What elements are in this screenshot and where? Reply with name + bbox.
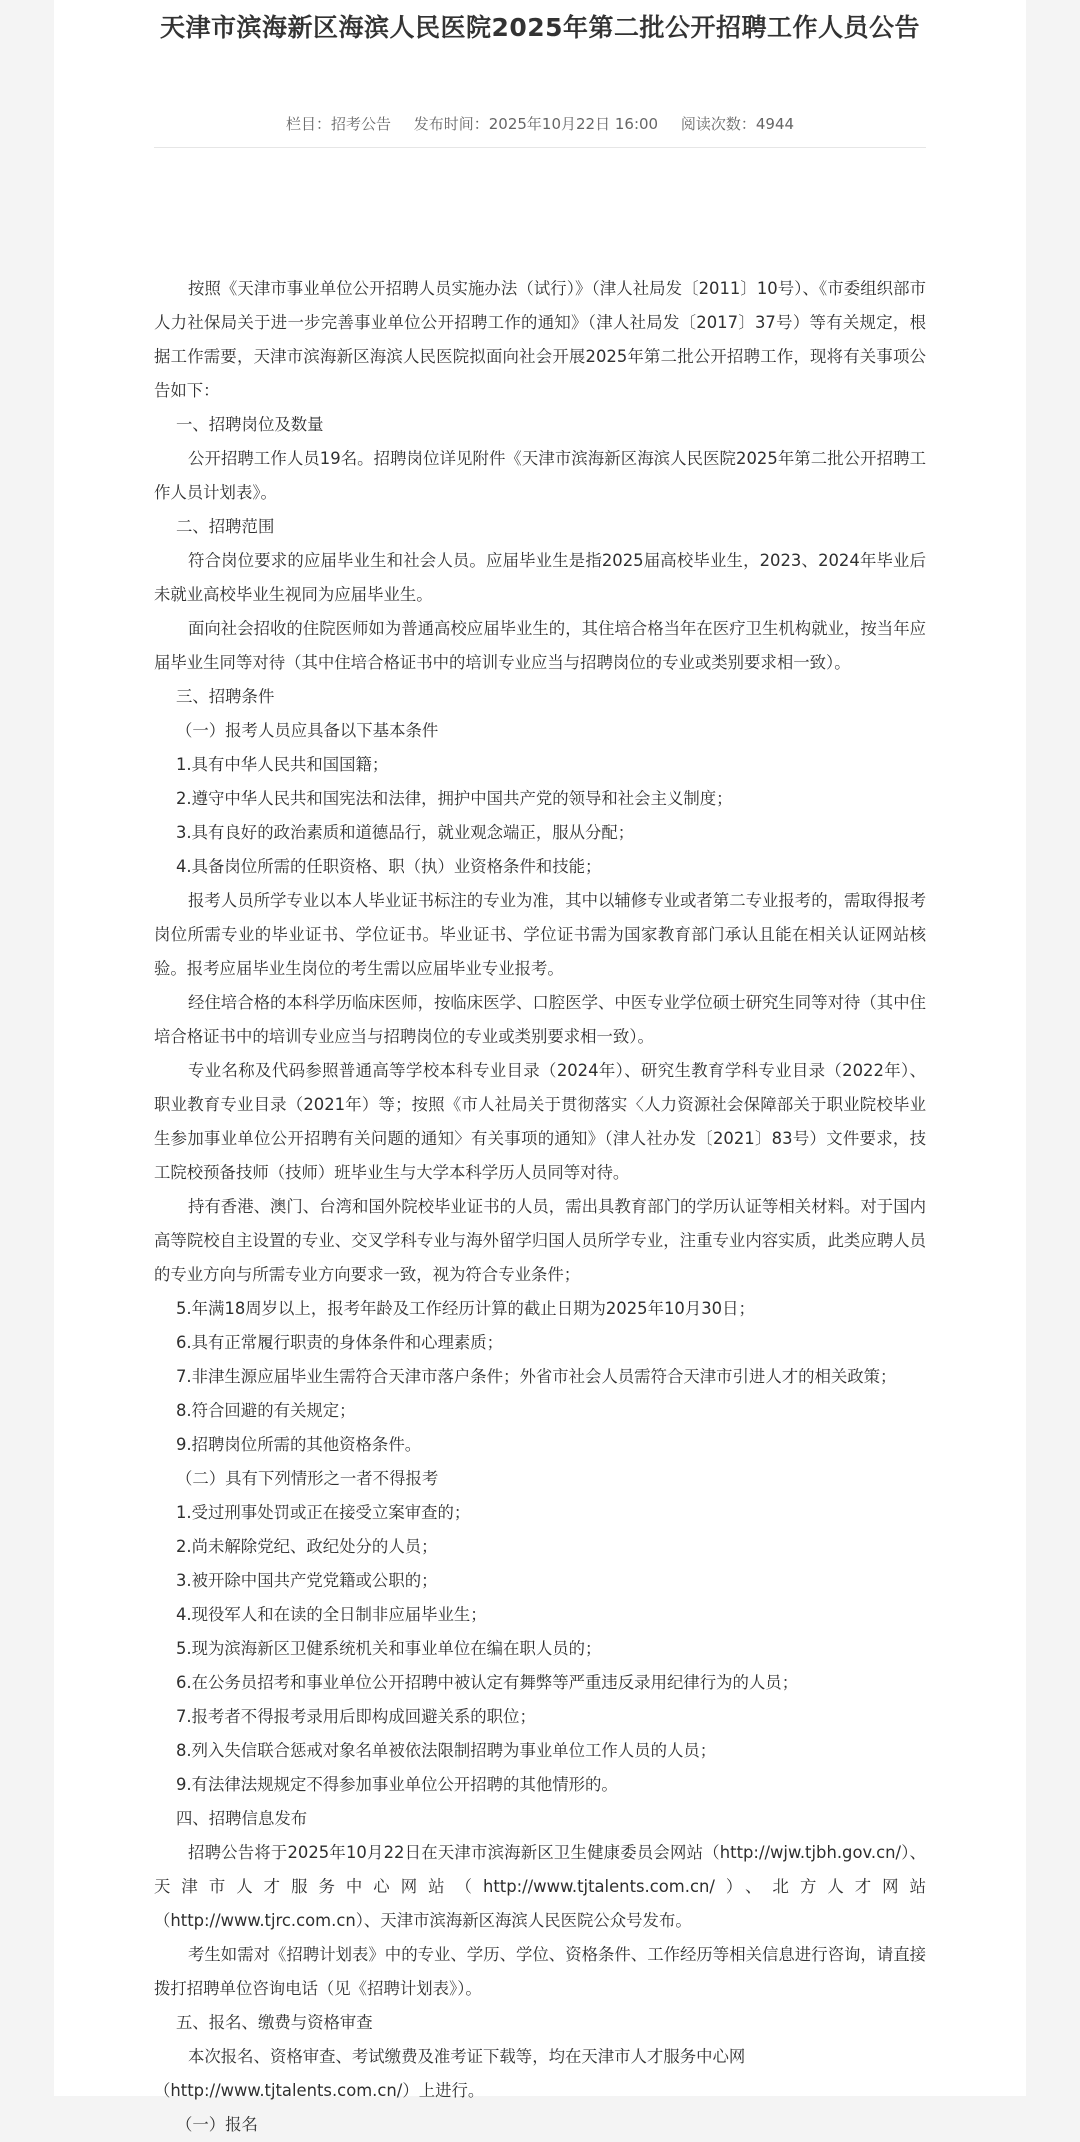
- article-body: [154, 272, 926, 2142]
- section-line: 二、招聘范围: [176, 517, 275, 536]
- section-line: 一、招聘岗位及数量: [176, 415, 324, 434]
- body-paragraph: 本次报名、资格审查、考试缴费及准考证下载等，均在天津市人才服务中心网: [188, 2047, 746, 2066]
- section-line: （一）报考人员应具备以下基本条件: [176, 721, 439, 740]
- section-line: 3.具有良好的政治素质和道德品行，就业观念端正，服从分配；: [176, 823, 635, 842]
- section-line: （二）具有下列情形之一者不得报考: [176, 1469, 439, 1488]
- body-paragraph: 考生如需对《招聘计划表》中的专业、学历、学位、资格条件、工作经历等相关信息进行咨询，请直接拨打招聘单位咨询电话（见《招聘计划表》）。: [154, 1945, 926, 1998]
- body-paragraph: 公开招聘工作人员19名。招聘岗位详见附件《天津市滨海新区海滨人民医院2025年第二批公开招聘工作人员计划表》。: [154, 449, 926, 502]
- body-paragraph: 经住培合格的本科学历临床医师，按临床医学、口腔医学、中医专业学位硕士研究生同等对待（其中住培合格证书中的培训专业应当与招聘岗位的专业或类别要求相一致）。: [154, 993, 926, 1046]
- meta-views: 阅读次数：4944: [680, 115, 795, 133]
- body-paragraph: （http://www.tjtalents.com.cn/）上进行。: [154, 2081, 485, 2100]
- section-line: 6.具有正常履行职责的身体条件和心理素质；: [176, 1333, 504, 1352]
- section-line: 7.非津生源应届毕业生需符合天津市落户条件；外省市社会人员需符合天津市引进人才的相关政策；: [176, 1367, 897, 1386]
- article-meta: [154, 113, 926, 135]
- section-line: 9.有法律法规规定不得参加事业单位公开招聘的其他情形的。: [176, 1775, 618, 1794]
- section-line: 五、报名、缴费与资格审查: [176, 2013, 373, 2032]
- section-line: 2.遵守中华人民共和国宪法和法律，拥护中国共产党的领导和社会主义制度；: [176, 789, 733, 808]
- article-title: 天津市滨海新区海滨人民医院2025年第二批公开招聘工作人员公告: [159, 13, 921, 42]
- meta-published: 发布时间：2025年10月22日 16:00: [413, 115, 659, 133]
- section-line: 四、招聘信息发布: [176, 1809, 308, 1828]
- section-line: 3.被开除中国共产党党籍或公职的；: [176, 1571, 438, 1590]
- section-line: 5.年满18周岁以上，报考年龄及工作经历计算的截止日期为2025年10月30日；: [176, 1299, 755, 1318]
- section-line: 9.招聘岗位所需的其他资格条件。: [176, 1435, 422, 1454]
- body-paragraph: 专业名称及代码参照普通高等学校本科专业目录（2024年）、研究生教育学科专业目录（2022年）、职业教育专业目录（2021年）等；按照《市人社局关于贯彻落实〈人力资源社会保障部关于职业院校毕业生参加事业单位公开招聘有关问题的通知〉有关事项的通知》（津人社办发〔2021〕83号）文件要求，技工院校预备技师（技师）班毕业生与大学本科学历人员同等对待。: [154, 1061, 926, 1182]
- body-paragraph: 持有香港、澳门、台湾和国外院校毕业证书的人员，需出具教育部门的学历认证等相关材料。对于国内高等院校自主设置的专业、交叉学科专业与海外留学归国人员所学专业，注重专业内容实质，此类应聘人员的专业方向与所需专业方向要求一致，视为符合专业条件；: [154, 1197, 926, 1284]
- body-paragraph: 按照《天津市事业单位公开招聘人员实施办法（试行）》（津人社局发〔2011〕10号）、《市委组织部市人力社保局关于进一步完善事业单位公开招聘工作的通知》（津人社局发〔2017〕37号）等有关规定，根据工作需要，天津市滨海新区海滨人民医院拟面向社会开展2025年第二批公开招聘工作，现将有关事项公告如下：: [154, 279, 926, 400]
- section-line: 4.现役军人和在读的全日制非应届毕业生；: [176, 1605, 487, 1624]
- meta-column: 栏目：招考公告: [285, 115, 391, 133]
- section-line: 5.现为滨海新区卫健系统机关和事业单位在编在职人员的；: [176, 1639, 602, 1658]
- body-paragraph: 招聘公告将于2025年10月22日在天津市滨海新区卫生健康委员会网站（http://wjw.tjbh.gov.cn/）、天津市人才服务中心网站（http://www.tjtalents.com.cn/）、北方人才网站（http://www.tjrc.com.cn）、天津市滨海新区海滨人民医院公众号发布。: [154, 1843, 926, 1930]
- section-line: 2.尚未解除党纪、政纪处分的人员；: [176, 1537, 438, 1556]
- body-paragraph: 面向社会招收的住院医师如为普通高校应届毕业生的，其住培合格当年在医疗卫生机构就业，按当年应届毕业生同等对待（其中住培合格证书中的培训专业应当与招聘岗位的专业或类别要求相一致）。: [154, 619, 926, 672]
- section-line: 1.受过刑事处罚或正在接受立案审查的；: [176, 1503, 471, 1522]
- section-line: 8.符合回避的有关规定；: [176, 1401, 356, 1420]
- body-paragraph: 报考人员所学专业以本人毕业证书标注的专业为准，其中以辅修专业或者第二专业报考的，需取得报考岗位所需专业的毕业证书、学位证书。毕业证书、学位证书需为国家教育部门承认且能在相关认证网站核验。报考应届毕业生岗位的考生需以应届毕业专业报考。: [154, 891, 926, 978]
- section-line: （一）报名: [176, 2115, 258, 2134]
- section-line: 8.列入失信联合惩戒对象名单被依法限制招聘为事业单位工作人员的人员；: [176, 1741, 717, 1760]
- section-line: 4.具备岗位所需的任职资格、职（执）业资格条件和技能；: [176, 857, 602, 876]
- section-line: 三、招聘条件: [176, 687, 275, 706]
- body-paragraph: 符合岗位要求的应届毕业生和社会人员。应届毕业生是指2025届高校毕业生，2023、2024年毕业后未就业高校毕业生视同为应届毕业生。: [154, 551, 926, 604]
- section-line: 6.在公务员招考和事业单位公开招聘中被认定有舞弊等严重违反录用纪律行为的人员；: [176, 1673, 799, 1692]
- section-line: 1.具有中华人民共和国国籍；: [176, 755, 389, 774]
- title-divider: [154, 147, 926, 148]
- article-page: [54, 0, 1026, 2134]
- section-line: 7.报考者不得报考录用后即构成回避关系的职位；: [176, 1707, 536, 1726]
